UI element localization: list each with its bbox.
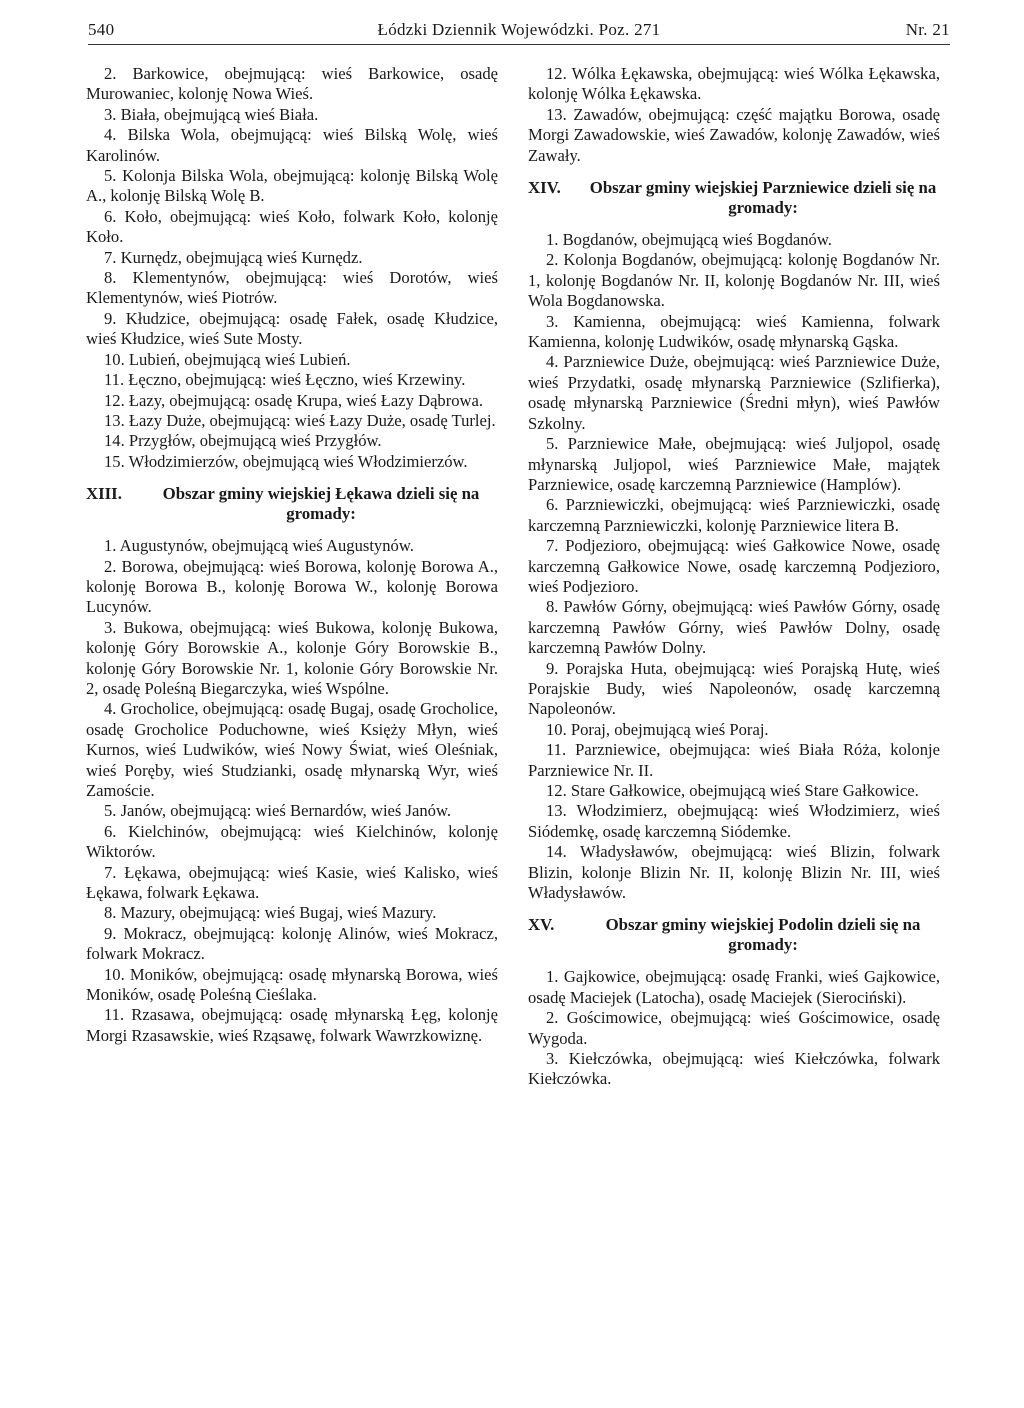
list-item: 9. Kłudzice, obejmującą: osadę Fałek, osadę Kłudzice, wieś Kłudzice, wieś Sute Mosty. <box>86 308 498 349</box>
section-title: Obszar gminy wiejskiej Łękawa dzieli się na gromady: <box>162 484 480 524</box>
section-title: Obszar gminy wiejskiej Parzniewice dzieli się na gromady: <box>589 178 937 218</box>
right-entries-c <box>528 967 940 1089</box>
list-item: 14. Władysławów, obejmującą: wieś Blizin, folwark Blizin, kolonje Blizin Nr. II, kolonję Blizin Nr. III, wieś Władysławów. <box>528 842 940 903</box>
right-entries-b <box>528 230 940 903</box>
list-item: 12. Stare Gałkowice, obejmującą wieś Stare Gałkowice. <box>546 781 919 800</box>
list-item: 3. Biała, obejmującą wieś Biała. <box>104 104 319 124</box>
section-number: XIII. <box>86 484 122 504</box>
list-item: 6. Koło, obejmującą: wieś Koło, folwark Koło, kolonję Koło. <box>86 206 498 247</box>
list-item: 1. Gajkowice, obejmującą: osadę Franki, wieś Gajkowice, osadę Maciejek (Latocha), osadę Maciejek (Sierociński). <box>528 967 940 1007</box>
list-item: 7. Kurnędz, obejmującą wieś Kurnędz. <box>104 247 363 267</box>
section-number: XV. <box>528 915 555 935</box>
list-item: 5. Janów, obejmującą: wieś Bernardów, wieś Janów. <box>104 801 451 821</box>
list-item: 8. Mazury, obejmującą: wieś Bugaj, wieś Mazury. <box>104 903 437 923</box>
journal-title: Łódzki Dziennik Wojewódzki. Poz. 271 <box>377 20 661 39</box>
list-item: 11. Łęczno, obejmującą: wieś Łęczno, wieś Krzewiny. <box>104 370 466 390</box>
list-item: 9. Mokracz, obejmującą: kolonję Alinów, wieś Mokracz, folwark Mokracz. <box>86 923 498 964</box>
section-heading-xiii <box>86 484 498 524</box>
list-item: 5. Kolonja Bilska Wola, obejmującą: kolonję Bilską Wolę A., kolonję Bilską Wolę B. <box>86 166 498 206</box>
section-heading-xv <box>528 915 940 955</box>
list-item: 13. Włodzimierz, obejmującą: wieś Włodzimierz, wieś Siódemkę, osadę karczemną Siódemke. <box>528 801 940 841</box>
list-item: 15. Włodzimierzów, obejmującą wieś Włodzimierzów. <box>104 451 468 471</box>
list-item: 12. Łazy, obejmującą: osadę Krupa, wieś Łazy Dąbrowa. <box>104 390 484 410</box>
section-heading-xiv <box>528 178 940 218</box>
list-item: 2. Borowa, obejmującą: wieś Borowa, kolonję Borowa A., kolonję Borowa B., kolonję Borowa W., kolonję Borowa Lucynów. <box>86 556 498 617</box>
left-column <box>86 64 498 1046</box>
list-item: 10. Lubień, obejmującą wieś Lubień. <box>104 349 351 369</box>
left-entries-b <box>86 536 498 1046</box>
page-header <box>88 20 950 44</box>
issue-number: Nr. 21 <box>905 20 950 39</box>
right-column <box>528 64 940 1090</box>
list-item: 8. Klementynów, obejmującą: wieś Dorotów, wieś Klementynów, wieś Piotrów. <box>86 268 498 308</box>
list-item: 5. Parzniewice Małe, obejmującą: wieś Juljopol, osadę młynarską Juljopol, wieś Parzniewice Małe, majątek Parzniewice, osadę karczemną Parzniewice (Hamplów). <box>528 434 940 494</box>
list-item: 1. Augustynów, obejmującą wieś Augustynów. <box>104 536 414 556</box>
list-item: 14. Przygłów, obejmującą wieś Przygłów. <box>104 431 382 451</box>
list-item: 1. Bogdanów, obejmującą wieś Bogdanów. <box>546 230 832 250</box>
list-item: 13. Łazy Duże, obejmującą: wieś Łazy Duże, osadę Turlej. <box>104 410 496 430</box>
list-item: 10. Moników, obejmującą: osadę młynarską Borowa, wieś Moników, osadę Poleśną Cieślaka. <box>86 964 498 1005</box>
list-item: 11. Rzasawa, obejmującą: osadę młynarską Łęg, kolonję Morgi Rzasawskie, wieś Rząsawę, folwark Wawrzkowiznę. <box>86 1005 498 1045</box>
list-item: 4. Grocholice, obejmującą: osadę Bugaj, osadę Grocholice, osadę Grocholice Poduchowne, wieś Księży Młyn, wieś Kurnos, wieś Ludwików, wieś Nowy Świat, wieś Oleśniak, wieś Poręby, wieś Studzianki, osadę młynarską Wyr, wieś Zamoście. <box>86 699 498 800</box>
list-item: 10. Poraj, obejmującą wieś Poraj. <box>546 719 769 739</box>
list-item: 3. Kamienna, obejmującą: wieś Kamienna, folwark Kamienna, kolonję Ludwików, osadę młynarską Gąska. <box>528 311 940 352</box>
list-item: 4. Bilska Wola, obejmującą: wieś Bilską Wolę, wieś Karolinów. <box>86 125 498 165</box>
list-item: 2. Barkowice, obejmującą: wieś Barkowice, osadę Murowaniec, kolonję Nowa Wieś. <box>86 64 498 104</box>
list-item: 9. Porajska Huta, obejmującą: wieś Porajską Hutę, wieś Porajskie Budy, wieś Napoleonów, osadę karczemną Napoleonów. <box>528 658 940 719</box>
list-item: 2. Gościmowice, obejmującą: wieś Gościmowice, osadę Wygoda. <box>528 1008 940 1048</box>
list-item: 2. Kolonja Bogdanów, obejmującą: kolonję Bogdanów Nr. 1, kolonję Bogdanów Nr. II, kolonję Bogdanów Nr. III, wieś Wola Bogdanowska. <box>528 250 940 311</box>
list-item: 12. Wólka Łękawska, obejmującą: wieś Wólka Łękawska, kolonję Wólka Łękawska. <box>528 64 940 104</box>
page-number: 540 <box>88 20 115 39</box>
list-item: 4. Parzniewice Duże, obejmującą: wieś Parzniewice Duże, wieś Przydatki, osadę młynarską Parzniewice (Szlifierka), osadę młynarską Parzniewice (Średni młyn), wieś Pawłów Szkolny. <box>528 352 940 433</box>
list-item: 8. Pawłów Górny, obejmującą: wieś Pawłów Górny, osadę karczemną Pawłów Górny, wieś Pawłów Dolny, osadę karczemną Pawłów Dolny. <box>528 597 940 658</box>
left-entries-a <box>86 64 498 472</box>
header-rule <box>88 44 950 45</box>
right-entries-a <box>528 64 940 166</box>
section-title: Obszar gminy wiejskiej Podolin dzieli się na gromady: <box>605 915 921 955</box>
list-item: 11. Parzniewice, obejmująca: wieś Biała Róża, kolonje Parzniewice Nr. II. <box>528 740 940 780</box>
list-item: 7. Podjezioro, obejmującą: wieś Gałkowice Nowe, osadę karczemną Gałkowice Nowe, osadę karczemną Podjezioro, wieś Podjezioro. <box>528 536 940 596</box>
list-item: 6. Parzniewiczki, obejmującą: wieś Parzniewiczki, osadę karczemną Parzniewiczki, kolonję Parzniewice litera B. <box>528 495 940 535</box>
list-item: 3. Bukowa, obejmującą: wieś Bukowa, kolonję Bukowa, kolonję Góry Borowskie A., kolonje Góry Borowskie B., kolonję Góry Borowskie Nr. 1, kolonie Góry Borowskie Nr. 2, osadę Poleśną Biegarczyka, wieś Wspólne. <box>86 617 498 698</box>
list-item: 13. Zawadów, obejmującą: część majątku Borowa, osadę Morgi Zawadowskie, wieś Zawadów, kolonję Zawadów, wieś Zawały. <box>528 104 940 165</box>
list-item: 6. Kielchinów, obejmującą: wieś Kielchinów, kolonję Wiktorów. <box>86 821 498 862</box>
section-number: XIV. <box>528 178 561 198</box>
list-item: 7. Łękawa, obejmującą: wieś Kasie, wieś Kalisko, wieś Łękawa, folwark Łękawa. <box>86 862 498 903</box>
list-item: 3. Kiełczówka, obejmującą: wieś Kiełczówka, folwark Kiełczówka. <box>528 1049 940 1089</box>
